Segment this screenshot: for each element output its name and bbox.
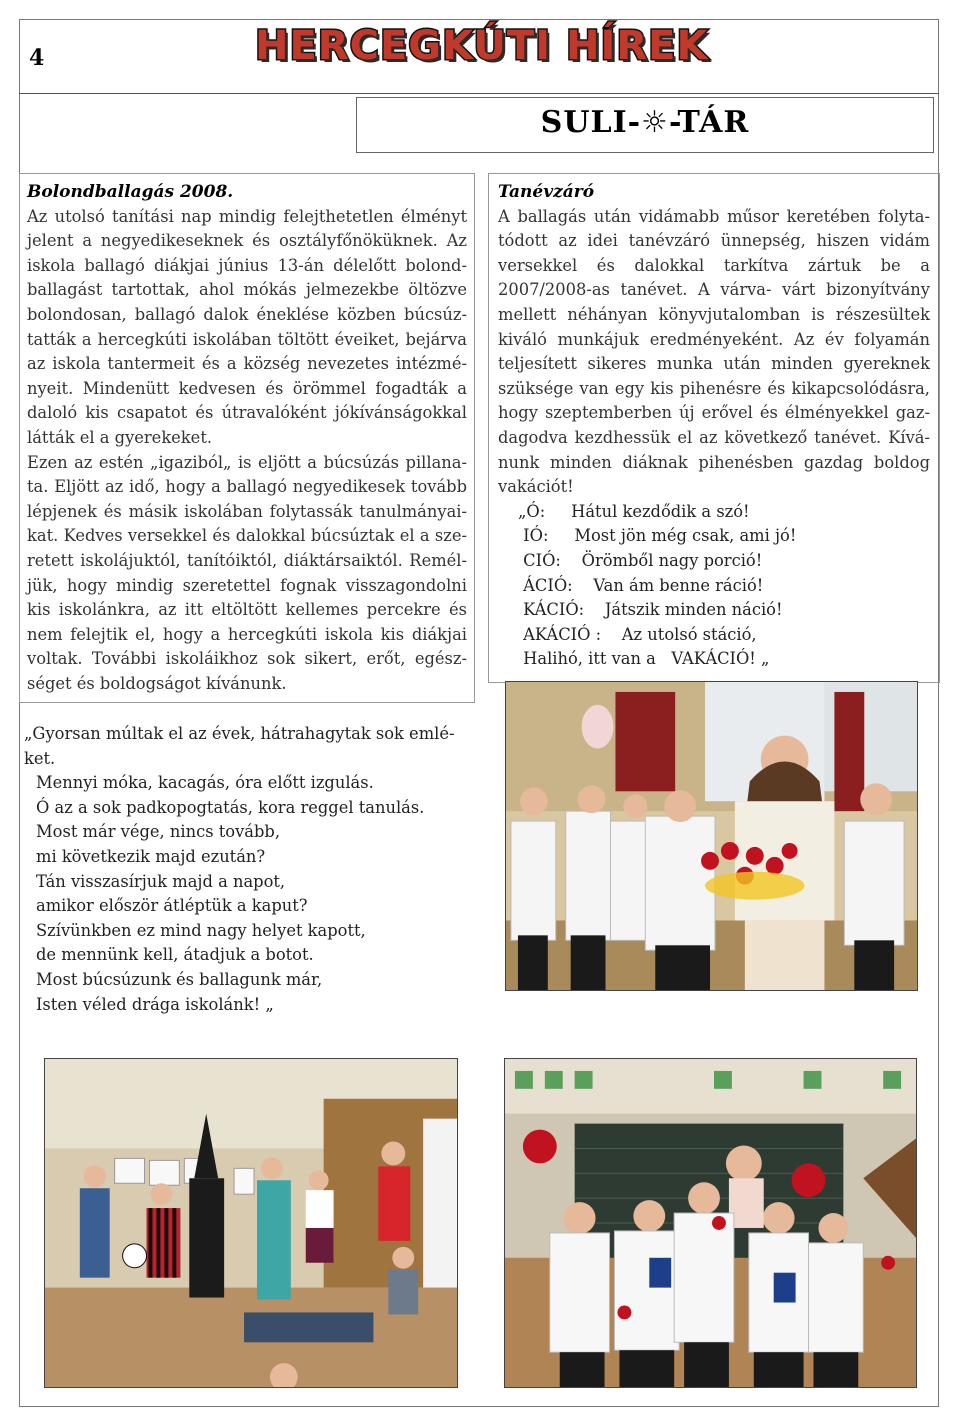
poem-line: Most már vége, nincs tovább, bbox=[36, 822, 280, 842]
poem-line: Mennyi móka, kacagás, óra előtt izgulás. bbox=[36, 773, 374, 793]
poem-line: Szívünkben ez mind nagy helyet kapott, bbox=[36, 920, 366, 940]
article-paragraph: Az utolsó tanítási nap mindig felejthetetlen élményt jelent a negyedikeseknek és osztályfőnöküknek. Az iskola ballagó diákjai június 13-án délelőtt bolondballagást tartottak, ahol mókás jelmezekbe öltözve bolondosan, ballagó dalok éneklése közben búcsúztatták a hercegkúti iskolában töltött éveiket, bejárva az iskola tantermeit és a község nevezetes intézményeit. Mindenütt kedvesen és örömmel fogadták a daloló kis csapatot és útravalóként jókívánságokkal látták el a gyerekeket. bbox=[27, 206, 467, 447]
photo-teacher-with-students bbox=[505, 681, 918, 991]
photo-class-with-roses bbox=[504, 1058, 917, 1388]
article-paragraph: Ezen az estén „igaziból„ is eljött a búcsúzás pillanata. Eljött az idő, hogy a ballagó negyedikesek tovább lépjenek és másik iskolában folytassák tanulmányaikat. Kedves versekkel és dalokkal búcsúztak el a szeretett iskolájuktól, tanítóiktól, diáktársaiktól. Reméljük, hogy mindig szeretettel fognak visszagondolni kis iskolánkra, az itt eltöltött kellemes percekre és nem felejtik el, hogy a hercegkúti iskola kis diákjai voltak. További iskoláikhoz sok sikert, erőt, egészséget és boldogságot kívánunk. bbox=[27, 452, 467, 693]
poem-line: „Gyorsan múltak el az évek, hátrahagytak sok emléket. bbox=[24, 724, 455, 768]
poem-line: Most búcsúzunk és ballagunk már, bbox=[36, 969, 323, 989]
article-paragraph: A ballagás után vidámabb műsor keretében folytatódott az idei tanévzáró ünnepség, hiszen vidám versekkel és dalokkal tarkítva zártuk be a 2007/2008-as tanévet. A várva- várt bizonyítvány mellett néhányan könyvjutalomban is részesültek kiváló munkájuk eredményeként. Az év folyamán teljesített sikeres munka után minden gyereknek szüksége van egy kis pihenésre és kikapcsolódásra, hogy szeptemberben új erővel és élményekkel gazdagodva kezdhessük el az következő tanévet. Kívánunk minden diáknak pihenésben gazdag boldog vakációt! bbox=[498, 206, 930, 497]
poem-line: „Ó: Hátul kezdődik a szó! bbox=[518, 501, 750, 521]
vakacio-poem bbox=[498, 500, 930, 672]
poem-line: CIÓ: Örömből nagy porció! bbox=[518, 550, 763, 570]
poem-line: Ó az a sok padkopogtatás, kora reggel tanulás. bbox=[36, 797, 425, 817]
section-title-box bbox=[356, 97, 934, 153]
poem-line: AKÁCIÓ : Az utolsó stáció, bbox=[518, 624, 757, 644]
article-bolondballagas bbox=[19, 173, 475, 703]
poem-line: ÁCIÓ: Van ám benne ráció! bbox=[518, 575, 764, 595]
poem-line: Halihó, itt van a VAKÁCIÓ! „ bbox=[518, 649, 770, 669]
article-heading: Bolondballagás 2008. bbox=[27, 182, 234, 202]
poem-line: Isten véled drága iskolánk! „ bbox=[36, 994, 274, 1014]
poem-line: IÓ: Most jön még csak, ami jó! bbox=[518, 526, 797, 546]
poem-line: amikor először átléptük a kaput? bbox=[36, 896, 308, 916]
poem-line: mi következik majd ezután? bbox=[36, 846, 266, 866]
poem-line: de mennünk kell, átadjuk a botot. bbox=[36, 945, 314, 965]
farewell-poem bbox=[24, 722, 464, 1017]
photo-icon bbox=[506, 682, 917, 990]
masthead-title: HERCEGKÚTI HÍREK bbox=[255, 23, 709, 69]
poem-line: Tán visszasírjuk majd a napot, bbox=[36, 871, 286, 891]
photo-icon bbox=[45, 1059, 457, 1387]
page-header bbox=[19, 19, 939, 94]
photo-icon bbox=[505, 1059, 916, 1387]
article-heading: Tanévzáró bbox=[498, 182, 595, 202]
poem-line: KÁCIÓ: Játszik minden náció! bbox=[518, 600, 783, 620]
section-title: SULI-☼-TÁR bbox=[540, 105, 750, 140]
photo-costumed-children bbox=[44, 1058, 458, 1388]
article-tanevzaro bbox=[488, 173, 940, 683]
page-number: 4 bbox=[29, 45, 45, 71]
